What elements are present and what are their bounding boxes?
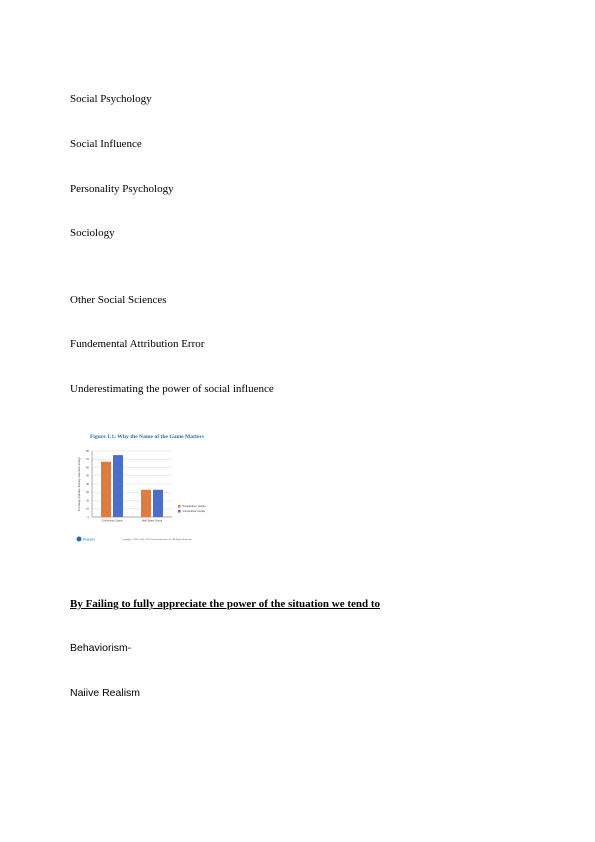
text-behaviorism: Behaviorism- [70, 642, 132, 654]
x-tick-label: Wall Street Game [141, 519, 163, 523]
bar [113, 455, 123, 517]
y-tick-label: 40 [86, 482, 89, 486]
y-tick-label: 80 [86, 449, 89, 453]
y-tick-label: 60 [86, 466, 89, 470]
text-naive-realism: Naiive Realism [70, 687, 141, 699]
section-heading: By Failing to fully appreciate the power of the situation we tend to [70, 598, 381, 610]
text-social-psychology: Social Psychology [70, 93, 152, 105]
bar [141, 490, 151, 517]
y-tick-label: 50 [86, 474, 89, 478]
text-social-influence: Social Influence [70, 138, 142, 150]
bar [101, 462, 111, 517]
x-tick-label: Community Game [101, 519, 123, 523]
pearson-logo-text: Pearson [83, 537, 95, 542]
y-axis-label: Percentage of people choosing cooperative strategy [78, 457, 81, 511]
text-sociology: Sociology [70, 227, 115, 239]
figure-title: Figure 1.1: Why the Name of the Game Matters [90, 434, 204, 440]
y-tick-label: 70 [86, 458, 89, 462]
text-fundamental-attribution-error: Fundemental Attribution Error [70, 338, 205, 350]
y-tick-label: 20 [86, 499, 89, 503]
bar-chart [70, 428, 230, 546]
legend-label: "Competitive" people [182, 510, 206, 513]
legend-label: "Cooperative" people [182, 505, 206, 508]
figure-1-1 [70, 428, 230, 546]
legend-swatch [178, 505, 181, 508]
pearson-logo [77, 537, 96, 542]
y-tick-label: 0 [87, 515, 89, 519]
y-tick-label: 30 [86, 491, 89, 495]
text-underestimating-social-influence: Underestimating the power of social influence [70, 383, 274, 395]
pearson-logo-icon [77, 537, 82, 542]
copyright-text: Copyright © 2016, 2013, 2010 Pearson Education, Inc. All Rights Reserved [122, 539, 192, 541]
text-personality-psychology: Personality Psychology [70, 183, 174, 195]
y-tick-label: 10 [86, 507, 89, 511]
bar [153, 490, 163, 517]
legend-swatch [178, 510, 181, 513]
text-other-social-sciences: Other Social Sciences [70, 294, 167, 306]
